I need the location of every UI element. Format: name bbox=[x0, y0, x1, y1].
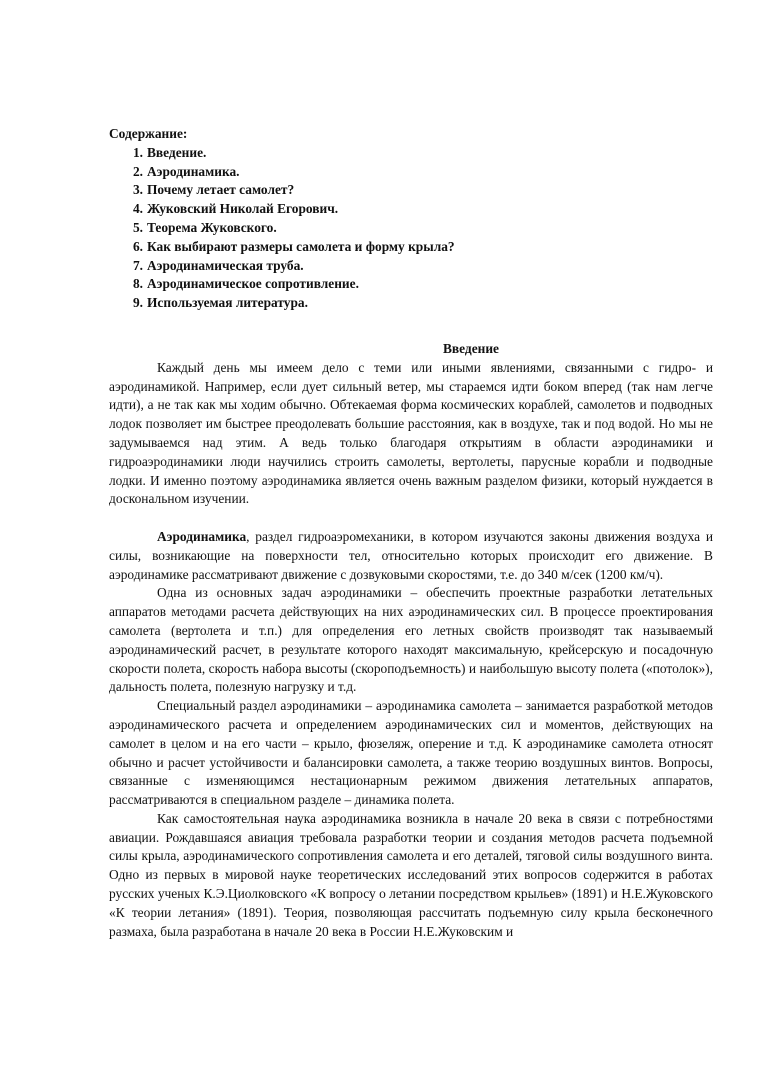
toc-item-number: 8. bbox=[132, 276, 143, 292]
toc-item-label: Введение. bbox=[147, 144, 207, 160]
aerodynamics-tasks-paragraph: Одна из основных задач аэродинамики – обеспечить проектные разработки летательных аппаратов методами расчета действующих на них аэродинамических сил. В процессе проектирования самолета (вертолета и т.п.) для определения его летных свойств производят так называемый аэродинамический расчет, в результате которого находят максимальную, крейсерскую и посадочную скорости полета, скорость набора высоты (скороподъемность) и наибольшую высоту полета («потолок»), дальность полета, полезную нагрузку и т.д. bbox=[109, 585, 713, 695]
toc-item bbox=[132, 200, 713, 219]
intro-paragraph: Каждый день мы имеем дело с теми или иными явлениями, связанными с гидро- и аэродинамикой. Например, если дует сильный ветер, мы стараемся идти боком вперед (так нам легче идти), а не так как мы ходим обычно. Обтекаемая форма космических кораблей, самолетов и подводных лодок позволяет им быстрее преодолевать большие расстояния, как в воздухе, так и под водой. Но мы не задумываемся над этим. А ведь только благодаря открытиям в области аэродинамики и гидроаэродинамики люди научились строить самолеты, вертолеты, парусные корабли и подводные лодки. И именно поэтому аэродинамика является очень важным разделом физики, который нуждается в доскональном изучении. bbox=[109, 359, 713, 507]
paragraph-gap bbox=[109, 509, 713, 528]
toc-item bbox=[132, 257, 713, 276]
toc-list bbox=[109, 144, 713, 313]
toc-item-label: Теорема Жуковского. bbox=[147, 219, 277, 235]
toc-item-label: Жуковский Николай Егорович. bbox=[147, 201, 339, 217]
aircraft-aerodynamics-paragraph: Специальный раздел аэродинамики – аэродинамика самолета – занимается разработкой методов аэродинамического расчета и определением аэродинамических сил и моментов, действующих на самолет в целом и на его части – крыло, фюзеляж, оперение и т.д. К аэродинамике самолета относят обычно и расчет устойчивости и балансировки самолета, а также теорию воздушных винтов. Вопросы, связанные с изменяющимся нестационарным режимом движения летательных аппаратов, рассматриваются в специальном разделе – динамика полета. bbox=[109, 698, 713, 808]
aerodynamics-definition-text: , раздел гидроаэромеханики, в котором изучаются законы движения воздуха и силы, возникающие на поверхности тел, относительно которых происходит его движение. В аэродинамике рассматривают движение с дозвуковыми скоростями, т.е. до 340 м/сек (1200 км/ч). bbox=[109, 528, 713, 582]
toc-item-label: Аэродинамическая труба. bbox=[147, 257, 304, 273]
toc-item-number: 2. bbox=[132, 163, 143, 179]
toc-heading: Содержание: bbox=[109, 126, 188, 141]
toc-item bbox=[132, 275, 713, 294]
section-title-introduction: Введение bbox=[442, 340, 500, 356]
toc-item-number: 3. bbox=[132, 182, 143, 198]
toc-item-label: Как выбирают размеры самолета и форму крыла? bbox=[147, 238, 455, 254]
toc-item-number: 5. bbox=[132, 219, 143, 235]
aerodynamics-term: Аэродинамика bbox=[157, 528, 247, 544]
toc-item bbox=[132, 294, 713, 313]
history-paragraph: Как самостоятельная наука аэродинамика возникла в начале 20 века в связи с потребностями авиации. Рождавшаяся авиация требовала разработки теории и создания методов расчета подъемной силы крыла, аэродинамического сопротивления самолета и его деталей, тяговой силы воздушного винта. Одно из первых в мировой науке теоретических исследований этих вопросов содержится в работах русских ученых К.Э.Циолковского «К вопросу о летании посредством крыльев» (1891) и Н.Е.Жуковского «К теории летания» (1891). Теория, позволяющая рассчитать подъемную силу крыла бесконечного размаха, была разработана в начале 20 века в России Н.Е.Жуковским и bbox=[109, 810, 713, 939]
toc-item-label: Почему летает самолет? bbox=[147, 182, 295, 198]
document-page bbox=[109, 125, 713, 941]
toc-item-number: 9. bbox=[132, 295, 143, 311]
toc-item bbox=[132, 144, 713, 163]
toc-item bbox=[132, 219, 713, 238]
toc-item-number: 7. bbox=[132, 257, 143, 273]
toc-item-number: 4. bbox=[132, 201, 143, 217]
toc-item-label: Аэродинамическое сопротивление. bbox=[147, 276, 359, 292]
toc-item-label: Аэродинамика. bbox=[147, 163, 240, 179]
toc-item-number: 6. bbox=[132, 238, 143, 254]
toc-item-number: 1. bbox=[132, 144, 143, 160]
toc-item bbox=[132, 238, 713, 257]
aerodynamics-definition-paragraph bbox=[109, 528, 713, 584]
toc-item-label: Используемая литература. bbox=[147, 295, 308, 311]
toc-item bbox=[132, 181, 713, 200]
toc-item bbox=[132, 163, 713, 182]
